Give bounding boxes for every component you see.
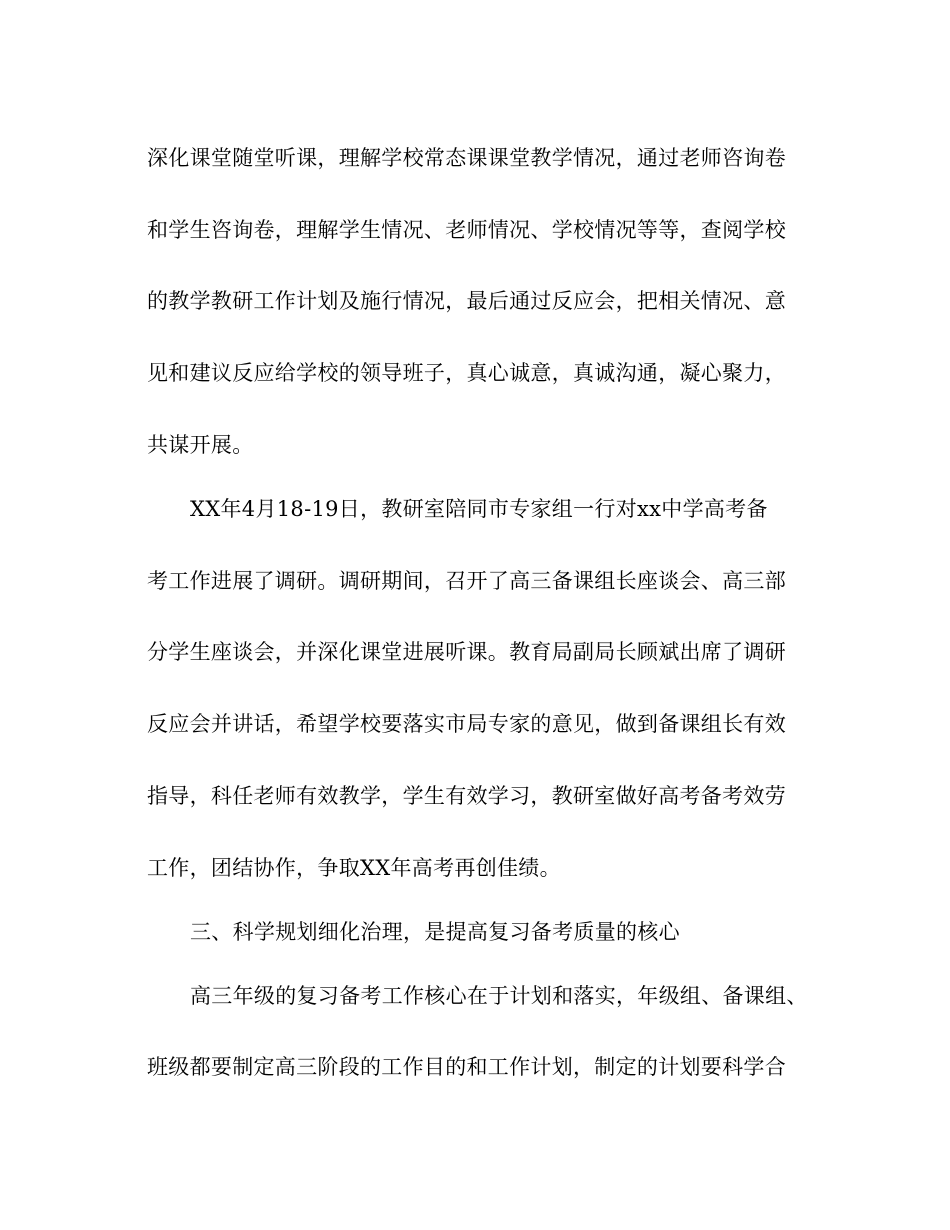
paragraph-2-line-6: 工作，团结协作，争取XX年高考再创佳绩。 [147, 856, 561, 880]
paragraph-3-line-2: 班级都要制定高三阶段的工作目的和工作计划，制定的计划要科学合 [147, 1055, 786, 1079]
paragraph-3-line-1: 高三年级的复习备考工作核心在于计划和落实，年级组、备课组、 [190, 984, 808, 1008]
paragraph-1-line-5: 共谋开展。 [147, 433, 254, 457]
section-heading-3: 三、科学规划细化治理，是提高复习备考质量的核心 [190, 920, 680, 944]
paragraph-1-line-2: 和学生咨询卷，理解学生情况、老师情况、学校情况等等，查阅学校 [147, 218, 786, 242]
paragraph-1-line-3: 的教学教研工作计划及施行情况，最后通过反应会，把相关情况、意 [147, 289, 786, 313]
paragraph-2-line-1: XX年4月18-19日，教研室陪同市专家组一行对xx中学高考备 [190, 497, 768, 521]
paragraph-1-line-4: 见和建议反应给学校的领导班子，真心诚意，真诚沟通，凝心聚力， [147, 361, 786, 385]
paragraph-2-line-2: 考工作进展了调研。调研期间，召开了高三备课组长座谈会、高三部 [147, 569, 786, 593]
paragraph-1-line-1: 深化课堂随堂听课，理解学校常态课课堂教学情况，通过老师咨询卷 [147, 146, 786, 170]
paragraph-2-line-3: 分学生座谈会，并深化课堂进展听课。教育局副局长顾斌出席了调研 [147, 640, 786, 664]
paragraph-2-line-5: 指导，科任老师有效教学，学生有效学习，教研室做好高考备考效劳 [147, 784, 786, 808]
paragraph-2-line-4: 反应会并讲话，希望学校要落实市局专家的意见，做到备课组长有效 [147, 712, 786, 736]
